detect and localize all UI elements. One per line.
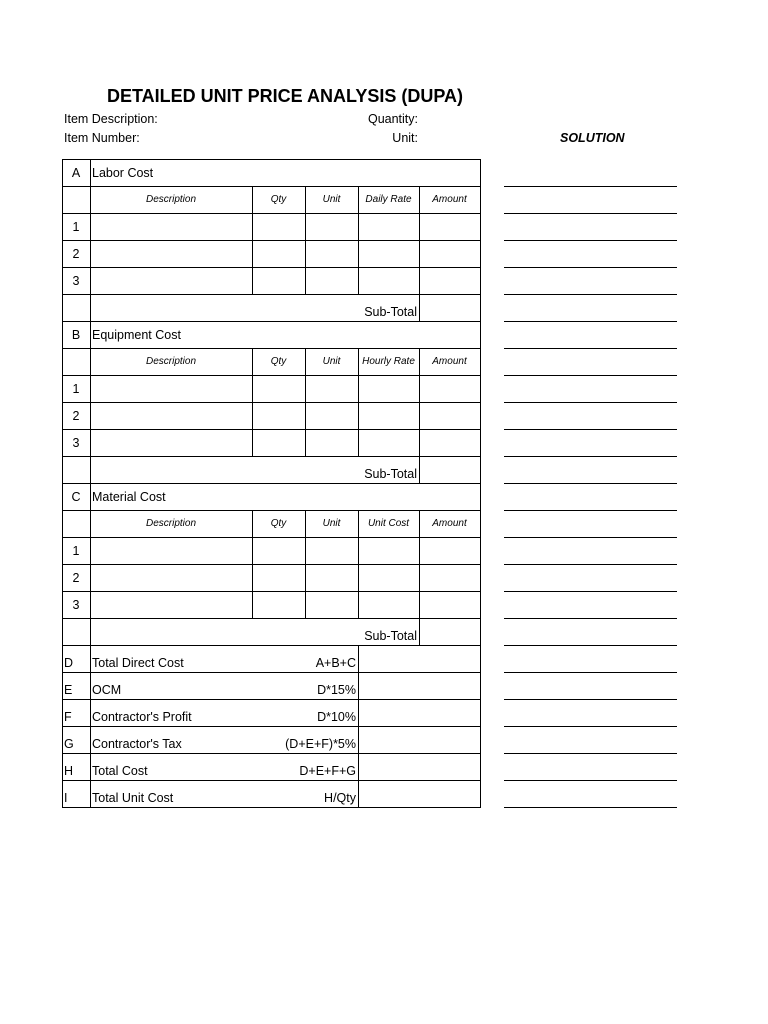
equipment-row-unit-cell[interactable] bbox=[306, 402, 358, 429]
solution-answer-line[interactable] bbox=[504, 537, 677, 538]
material-row-description-cell[interactable] bbox=[91, 564, 252, 591]
grid-line bbox=[252, 213, 253, 240]
solution-answer-line[interactable] bbox=[504, 618, 677, 619]
item-number-label: Item Number: bbox=[64, 131, 140, 145]
grid-line bbox=[62, 321, 480, 322]
grid-line bbox=[305, 240, 306, 267]
grid-line bbox=[252, 429, 253, 456]
grid-line bbox=[358, 348, 359, 375]
equipment-row-qty-cell[interactable] bbox=[253, 429, 305, 456]
material-row-description-cell[interactable] bbox=[91, 537, 252, 564]
solution-answer-line[interactable] bbox=[504, 240, 677, 241]
grid-line bbox=[62, 159, 480, 160]
grid-line bbox=[90, 159, 91, 726]
equipment-subtotal-amount-cell[interactable] bbox=[420, 456, 480, 483]
form-title: DETAILED UNIT PRICE ANALYSIS (DUPA) bbox=[107, 86, 464, 106]
grid-line bbox=[358, 591, 359, 618]
labor-row-number: 2 bbox=[72, 246, 80, 261]
total-unit-cost-letter: I bbox=[64, 790, 68, 805]
labor-row-rate-cell[interactable] bbox=[359, 267, 419, 294]
equipment-header-description: Description bbox=[145, 356, 197, 367]
grid-line bbox=[419, 564, 420, 591]
solution-answer-line[interactable] bbox=[504, 348, 677, 349]
grid-line bbox=[419, 240, 420, 267]
grid-line bbox=[90, 726, 91, 753]
grid-line bbox=[358, 375, 359, 402]
equipment-header-rate: Hourly Rate bbox=[362, 356, 415, 367]
material-header-unit: Unit bbox=[322, 518, 341, 529]
grid-line bbox=[305, 186, 306, 213]
equipment-row-number: 1 bbox=[72, 381, 80, 396]
ocm-amount-cell[interactable] bbox=[359, 672, 480, 699]
labor-row-qty-cell[interactable] bbox=[253, 213, 305, 240]
solution-answer-line[interactable] bbox=[504, 726, 677, 727]
equipment-row-qty-cell[interactable] bbox=[253, 375, 305, 402]
material-subtotal-amount-cell[interactable] bbox=[420, 618, 480, 645]
equipment-row-description-cell[interactable] bbox=[91, 402, 252, 429]
labor-header-amount: Amount bbox=[432, 194, 467, 205]
grid-line bbox=[419, 510, 420, 537]
grid-line bbox=[252, 267, 253, 294]
total-direct-cost-letter: D bbox=[64, 655, 74, 670]
grid-line bbox=[358, 267, 359, 294]
ocm-formula: D*15% bbox=[317, 682, 356, 697]
grid-line bbox=[419, 375, 420, 402]
grid-line bbox=[358, 213, 359, 240]
grid-line bbox=[358, 240, 359, 267]
total-unit-cost-label: Total Unit Cost bbox=[92, 790, 174, 805]
ocm-label: OCM bbox=[92, 682, 122, 697]
labor-row-amount-cell[interactable] bbox=[420, 213, 480, 240]
grid-line bbox=[419, 591, 420, 618]
grid-line bbox=[90, 780, 91, 807]
material-row-number: 1 bbox=[72, 543, 80, 558]
total-unit-cost-amount-cell[interactable] bbox=[359, 780, 480, 807]
equipment-row-amount-cell[interactable] bbox=[420, 402, 480, 429]
material-row-amount-cell[interactable] bbox=[420, 564, 480, 591]
grid-line bbox=[252, 591, 253, 618]
contractor-s-tax-label: Contractor's Tax bbox=[92, 736, 182, 751]
material-row-amount-cell[interactable] bbox=[420, 591, 480, 618]
material-row-number: 3 bbox=[72, 597, 80, 612]
labor-row-description-cell[interactable] bbox=[91, 267, 252, 294]
grid-line bbox=[480, 159, 481, 808]
equipment-row-rate-cell[interactable] bbox=[359, 402, 419, 429]
equipment-row-rate-cell[interactable] bbox=[359, 429, 419, 456]
equipment-row-rate-cell[interactable] bbox=[359, 375, 419, 402]
grid-line bbox=[252, 510, 253, 537]
labor-row-rate-cell[interactable] bbox=[359, 240, 419, 267]
material-header-amount: Amount bbox=[432, 518, 467, 529]
labor-header-description: Description bbox=[145, 194, 197, 205]
material-row-amount-cell[interactable] bbox=[420, 537, 480, 564]
solution-answer-line[interactable] bbox=[504, 807, 677, 808]
labor-row-qty-cell[interactable] bbox=[253, 240, 305, 267]
grid-line bbox=[305, 402, 306, 429]
grid-line bbox=[305, 375, 306, 402]
equipment-header-amount: Amount bbox=[432, 356, 467, 367]
equipment-row-description-cell[interactable] bbox=[91, 375, 252, 402]
grid-line bbox=[358, 402, 359, 429]
material-row-unit-cell[interactable] bbox=[306, 537, 358, 564]
equipment-header-qty: Qty bbox=[270, 356, 287, 367]
grid-line bbox=[252, 375, 253, 402]
solution-answer-line[interactable] bbox=[504, 375, 677, 376]
solution-answer-line[interactable] bbox=[504, 429, 677, 430]
total-cost-formula: D+E+F+G bbox=[299, 763, 356, 778]
material-row-rate-cell[interactable] bbox=[359, 537, 419, 564]
equipment-section-letter: B bbox=[71, 327, 81, 342]
solution-answer-line[interactable] bbox=[504, 753, 677, 754]
equipment-row-amount-cell[interactable] bbox=[420, 429, 480, 456]
contractor-s-profit-formula: D*10% bbox=[317, 709, 356, 724]
material-header-rate: Unit Cost bbox=[367, 518, 410, 529]
grid-line bbox=[305, 429, 306, 456]
material-row-qty-cell[interactable] bbox=[253, 591, 305, 618]
labor-row-description-cell[interactable] bbox=[91, 213, 252, 240]
grid-line bbox=[252, 402, 253, 429]
solution-answer-line[interactable] bbox=[504, 564, 677, 565]
quantity-label: Quantity: bbox=[367, 112, 418, 126]
grid-line bbox=[252, 240, 253, 267]
material-row-qty-cell[interactable] bbox=[253, 564, 305, 591]
labor-row-number: 1 bbox=[72, 219, 80, 234]
material-row-unit-cell[interactable] bbox=[306, 564, 358, 591]
item-description-label: Item Description: bbox=[64, 112, 158, 126]
grid-line bbox=[358, 564, 359, 591]
grid-line bbox=[305, 213, 306, 240]
labor-row-unit-cell[interactable] bbox=[306, 213, 358, 240]
grid-line bbox=[305, 510, 306, 537]
solution-answer-line[interactable] bbox=[504, 456, 677, 457]
total-direct-cost-amount-cell[interactable] bbox=[359, 645, 480, 672]
solution-answer-line[interactable] bbox=[504, 402, 677, 403]
contractor-s-tax-formula: (D+E+F)*5% bbox=[285, 736, 356, 751]
material-header-description: Description bbox=[145, 518, 197, 529]
equipment-header-unit: Unit bbox=[322, 356, 341, 367]
grid-line bbox=[252, 348, 253, 375]
material-row-description-cell[interactable] bbox=[91, 591, 252, 618]
labor-row-number: 3 bbox=[72, 273, 80, 288]
labor-row-unit-cell[interactable] bbox=[306, 267, 358, 294]
material-row-rate-cell[interactable] bbox=[359, 591, 419, 618]
material-row-rate-cell[interactable] bbox=[359, 564, 419, 591]
grid-line bbox=[419, 186, 420, 213]
solution-answer-line[interactable] bbox=[504, 591, 677, 592]
grid-line bbox=[358, 510, 359, 537]
grid-line bbox=[305, 348, 306, 375]
grid-line bbox=[252, 186, 253, 213]
ocm-letter: E bbox=[64, 682, 73, 697]
total-direct-cost-label: Total Direct Cost bbox=[92, 655, 184, 670]
contractor-s-profit-amount-cell[interactable] bbox=[359, 699, 480, 726]
grid-line bbox=[305, 564, 306, 591]
grid-line bbox=[62, 807, 480, 808]
contractor-s-profit-letter: F bbox=[64, 709, 72, 724]
equipment-row-unit-cell[interactable] bbox=[306, 375, 358, 402]
material-row-qty-cell[interactable] bbox=[253, 537, 305, 564]
equipment-row-qty-cell[interactable] bbox=[253, 402, 305, 429]
solution-answer-line[interactable] bbox=[504, 510, 677, 511]
equipment-row-unit-cell[interactable] bbox=[306, 429, 358, 456]
grid-line bbox=[252, 564, 253, 591]
solution-answer-line[interactable] bbox=[504, 321, 677, 322]
labor-subtotal-amount-cell[interactable] bbox=[420, 294, 480, 321]
material-subtotal-label: Sub-Total bbox=[364, 628, 417, 643]
contractor-s-profit-label: Contractor's Profit bbox=[92, 709, 192, 724]
total-cost-amount-cell[interactable] bbox=[359, 753, 480, 780]
equipment-row-description-cell[interactable] bbox=[91, 429, 252, 456]
grid-line bbox=[419, 348, 420, 375]
grid-line bbox=[305, 537, 306, 564]
solution-answer-line[interactable] bbox=[504, 780, 677, 781]
solution-answer-line[interactable] bbox=[504, 483, 677, 484]
labor-row-amount-cell[interactable] bbox=[420, 267, 480, 294]
contractor-s-tax-amount-cell[interactable] bbox=[359, 726, 480, 753]
solution-label: SOLUTION bbox=[560, 131, 625, 145]
grid-line bbox=[419, 402, 420, 429]
labor-row-unit-cell[interactable] bbox=[306, 240, 358, 267]
solution-answer-line[interactable] bbox=[504, 267, 677, 268]
total-cost-label: Total Cost bbox=[92, 763, 148, 778]
grid-line bbox=[358, 537, 359, 564]
total-cost-letter: H bbox=[64, 763, 74, 778]
grid-line bbox=[252, 537, 253, 564]
labor-row-amount-cell[interactable] bbox=[420, 240, 480, 267]
grid-line bbox=[358, 186, 359, 213]
labor-header-unit: Unit bbox=[322, 194, 341, 205]
contractor-s-tax-letter: G bbox=[64, 736, 74, 751]
solution-answer-line[interactable] bbox=[504, 294, 677, 295]
labor-subtotal-label: Sub-Total bbox=[364, 304, 417, 319]
grid-line bbox=[305, 267, 306, 294]
grid-line bbox=[419, 429, 420, 456]
labor-section-title: Labor Cost bbox=[92, 165, 154, 180]
material-header-qty: Qty bbox=[270, 518, 287, 529]
equipment-row-number: 3 bbox=[72, 435, 80, 450]
solution-answer-line[interactable] bbox=[504, 699, 677, 700]
solution-answer-line[interactable] bbox=[504, 645, 677, 646]
material-section-title: Material Cost bbox=[92, 489, 166, 504]
material-row-unit-cell[interactable] bbox=[306, 591, 358, 618]
material-section-letter: C bbox=[71, 489, 81, 504]
total-unit-cost-formula: H/Qty bbox=[324, 790, 356, 805]
solution-answer-line[interactable] bbox=[504, 672, 677, 673]
solution-answer-line[interactable] bbox=[504, 186, 677, 187]
labor-row-rate-cell[interactable] bbox=[359, 213, 419, 240]
grid-line bbox=[90, 753, 91, 780]
labor-header-rate: Daily Rate bbox=[365, 194, 412, 205]
grid-line bbox=[62, 483, 480, 484]
equipment-section-title: Equipment Cost bbox=[92, 327, 181, 342]
grid-line bbox=[358, 429, 359, 456]
material-row-number: 2 bbox=[72, 570, 80, 585]
solution-answer-line[interactable] bbox=[504, 213, 677, 214]
equipment-subtotal-label: Sub-Total bbox=[364, 466, 417, 481]
equipment-row-amount-cell[interactable] bbox=[420, 375, 480, 402]
equipment-row-number: 2 bbox=[72, 408, 80, 423]
grid-line bbox=[62, 159, 63, 807]
labor-header-qty: Qty bbox=[270, 194, 287, 205]
grid-line bbox=[419, 537, 420, 564]
labor-section-letter: A bbox=[71, 165, 81, 180]
grid-line bbox=[419, 267, 420, 294]
labor-row-description-cell[interactable] bbox=[91, 240, 252, 267]
unit-label: Unit: bbox=[392, 131, 418, 145]
grid-line bbox=[419, 213, 420, 240]
grid-line bbox=[305, 591, 306, 618]
labor-row-qty-cell[interactable] bbox=[253, 267, 305, 294]
total-direct-cost-formula: A+B+C bbox=[315, 655, 356, 670]
